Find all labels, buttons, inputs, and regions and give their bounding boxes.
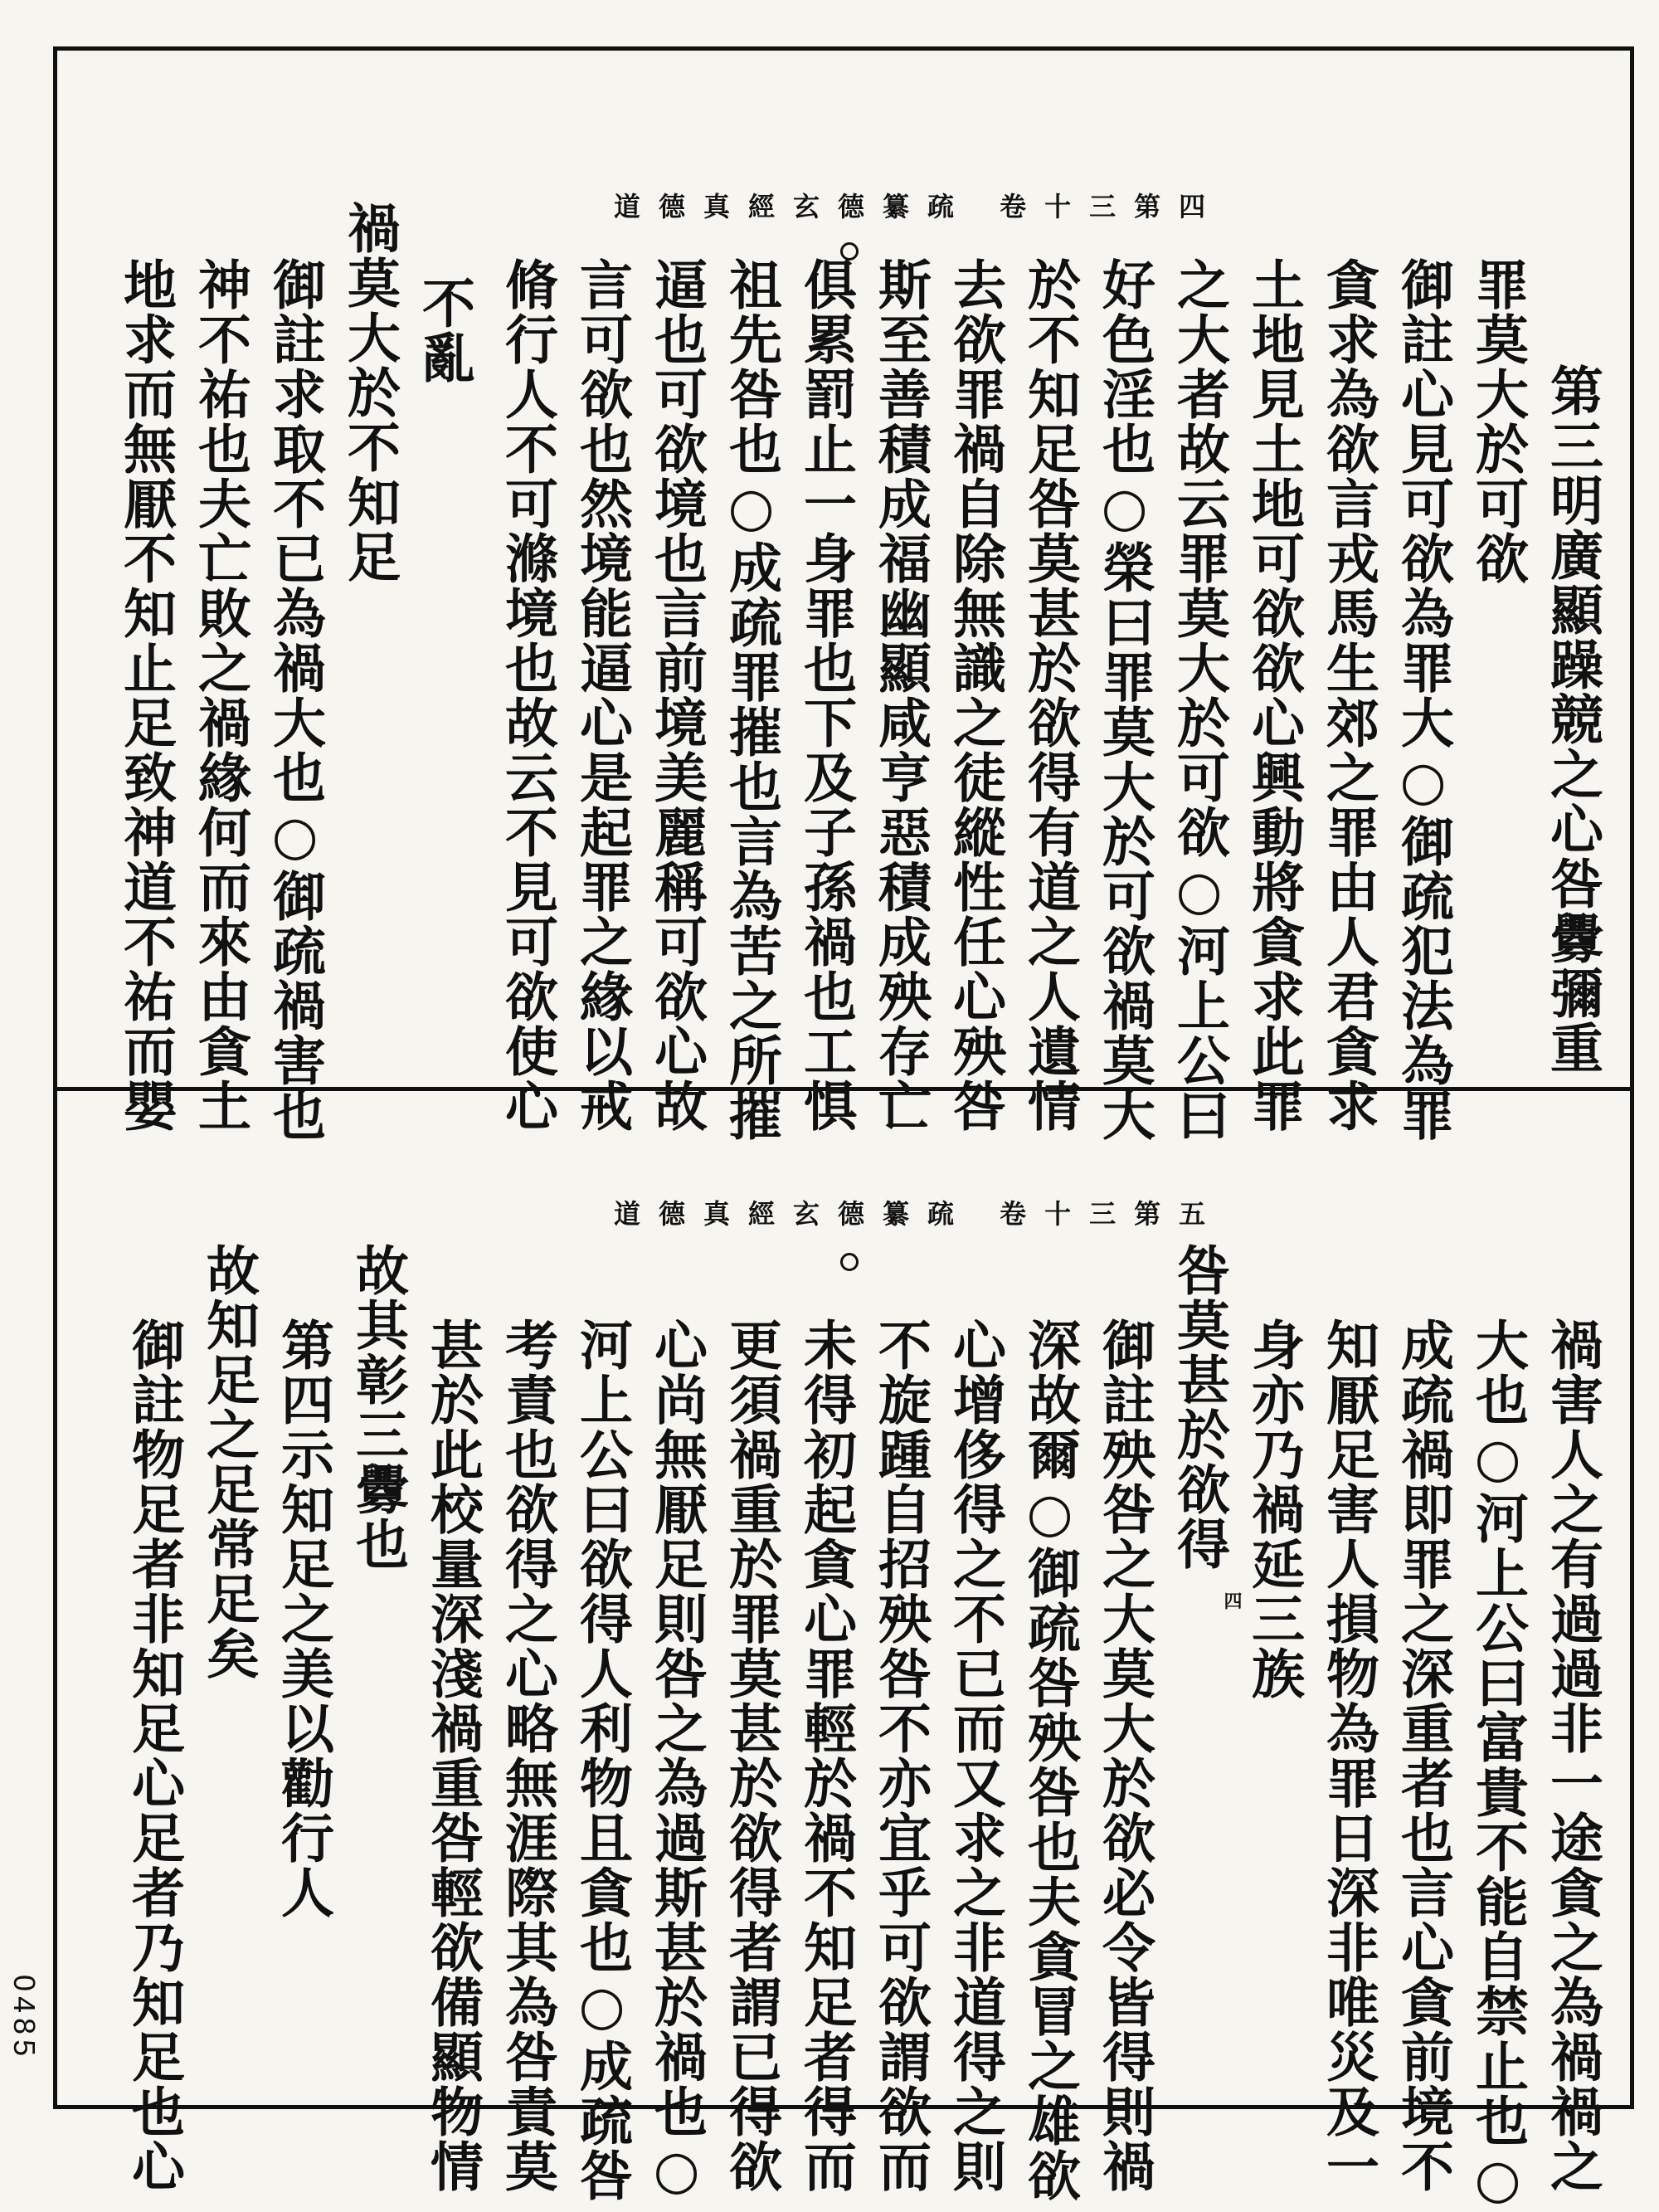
text-column: 逼也可欲境也言前境美麗稱可欲心故	[645, 257, 708, 1133]
text-column: 俱累罰止一身罪也下及子孫禍也工惧	[795, 257, 857, 1133]
text-column: 故其彰三釁也	[347, 1243, 409, 1571]
top-running-header: 道德真經玄德纂疏 卷十三第四	[614, 191, 1224, 222]
text-column: 更須禍重於罪莫甚於欲得者謂已得欲	[720, 1318, 782, 2194]
text-column: 地求而無厭不知止足致神道不祐而嬰	[114, 257, 177, 1133]
text-column: 河上公曰欲得人利物且貪也○成疏咎	[571, 1318, 633, 2203]
text-column: 御註心見可欲為罪大○御疏犯法為罪	[1392, 257, 1454, 1143]
text-column: 未得初起貪心罪輕於禍不知足者得而	[795, 1318, 857, 2194]
text-column: 知厭足害人損物為罪日深非唯災及一	[1317, 1318, 1379, 2194]
bottom-panel	[58, 1094, 1629, 2212]
text-column: 御註殃咎之大莫大於欲必令皆得則禍	[1093, 1318, 1155, 2194]
text-column: 禍害人之有過過非一途貪之為禍禍之	[1541, 1318, 1603, 2194]
text-column: 深故爾○御疏咎殃咎也夫貪冒之雄欲	[1019, 1318, 1081, 2203]
text-column: 甚於此校量深淺禍重咎輕欲備顯物情	[421, 1318, 484, 2194]
text-column: 斯至善積成福幽顯咸亨惡積成殃存亡	[869, 257, 932, 1133]
text-column: 御註物足者非知足心足者乃知足也心	[123, 1318, 185, 2194]
text-column: 第三明廣顯躁競之心咎釁彌重	[1541, 363, 1603, 1075]
text-column: 故知足之足常足矣	[197, 1243, 260, 1681]
text-column: 不旋踵自招殃咎不亦宜乎可欲謂欲而	[869, 1318, 932, 2194]
text-column: 禍莫大於不知足	[338, 201, 401, 584]
text-column: 於不知足咎莫甚於欲得有道之人遺情	[1019, 257, 1081, 1133]
text-column: 考責也欲得之心略無涯際其為咎責莫	[496, 1318, 558, 2194]
text-column: 貪求為欲言戎馬生郊之罪由人君貪求	[1317, 257, 1379, 1133]
text-column: 心尚無厭足則咎之為過斯甚於禍也○	[645, 1318, 708, 2203]
text-column: 御註求取不已為禍大也○御疏禍害也	[264, 257, 326, 1143]
page-number: 0485	[7, 1975, 41, 2062]
text-column: 成疏禍即罪之深重者也言心貪前境不	[1392, 1318, 1454, 2194]
text-column: 祖先咎也○成疏罪摧也言為苦之所摧	[720, 257, 782, 1143]
text-column: 不亂	[413, 275, 475, 385]
text-column: 咎莫甚於欲得	[1168, 1243, 1230, 1571]
text-column: 大也○河上公曰富貴不能自禁止也○	[1467, 1318, 1529, 2212]
text-column: 脩行人不可滌境也故云不見可欲使心	[496, 257, 558, 1133]
text-column: 去欲罪禍自除無識之徒縱性任心殃咎	[944, 257, 1006, 1133]
text-column: 之大者故云罪莫大於可欲○河上公曰	[1168, 257, 1230, 1143]
text-column: 土地見土地可欲欲心興動將貪求此罪	[1243, 257, 1305, 1133]
text-column: 第四示知足之美以勸行人	[272, 1318, 334, 1920]
circle-mark	[840, 1253, 859, 1271]
text-column: 心增侈得之不已而又求之非道得之則	[944, 1318, 1006, 2194]
bottom-running-header: 道德真經玄德纂疏 卷十三第五	[614, 1198, 1224, 1230]
top-panel	[58, 53, 1629, 1143]
text-column: 言可欲也然境能逼心是起罪之緣以戒	[571, 257, 633, 1133]
text-column: 罪莫大於可欲	[1467, 257, 1529, 586]
page-note: 四	[1221, 1591, 1243, 1610]
text-column: 身亦乃禍延三族	[1243, 1318, 1305, 1701]
text-column: 神不祐也夫亡敗之禍緣何而來由貪土	[189, 257, 251, 1133]
text-column: 好色淫也○榮曰罪莫大於可欲禍莫大	[1093, 257, 1155, 1143]
